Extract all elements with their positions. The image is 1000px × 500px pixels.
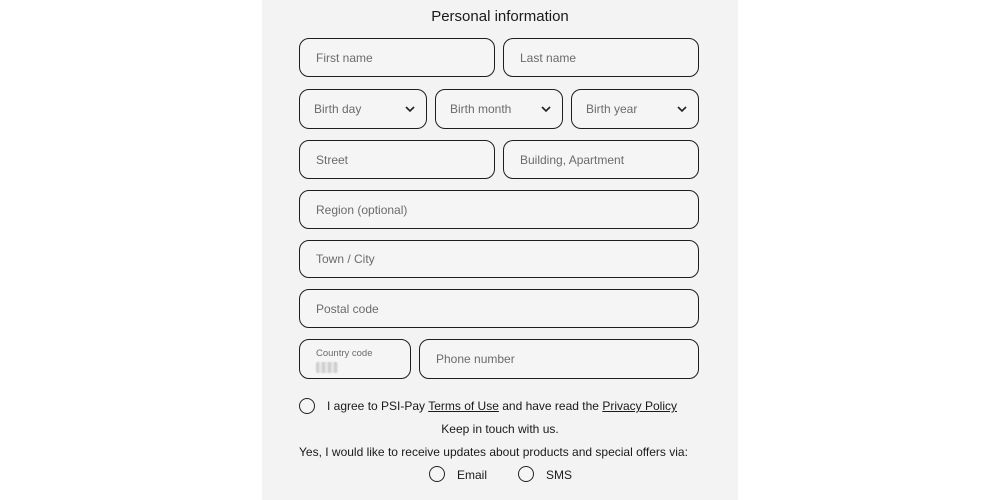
town-city-input[interactable] bbox=[299, 240, 699, 278]
birth-day-select[interactable] bbox=[299, 89, 427, 129]
agree-terms-radio[interactable] bbox=[299, 398, 315, 414]
chevron-down-icon bbox=[676, 103, 688, 115]
birth-month-label: Birth month bbox=[450, 102, 512, 116]
personal-info-panel bbox=[262, 0, 738, 500]
email-option-label: Email bbox=[457, 468, 488, 482]
last-name-input[interactable] bbox=[503, 38, 699, 77]
phone-number-input[interactable] bbox=[419, 339, 699, 379]
privacy-policy-link[interactable]: Privacy Policy bbox=[602, 399, 677, 413]
street-input[interactable] bbox=[299, 140, 495, 179]
first-name-input[interactable] bbox=[299, 38, 495, 77]
email-radio[interactable] bbox=[429, 466, 445, 482]
birth-day-label: Birth day bbox=[314, 102, 362, 116]
agreement-prefix: I agree to PSI-Pay bbox=[327, 399, 426, 413]
last-name-placeholder: Last name bbox=[520, 50, 577, 65]
page-title: Personal information bbox=[431, 8, 569, 25]
country-code-select[interactable] bbox=[299, 339, 411, 379]
keep-in-touch-heading: Keep in touch with us. bbox=[441, 422, 559, 436]
building-placeholder: Building, Apartment bbox=[520, 152, 625, 167]
postal-code-input[interactable] bbox=[299, 289, 699, 328]
agreement-middle: and have read the bbox=[502, 399, 599, 413]
postal-placeholder: Postal code bbox=[316, 301, 379, 316]
phone-placeholder: Phone number bbox=[436, 352, 515, 366]
street-placeholder: Street bbox=[316, 152, 349, 167]
sms-option-label: SMS bbox=[546, 468, 573, 482]
terms-of-use-link[interactable]: Terms of Use bbox=[428, 399, 499, 413]
country-code-label: Country code bbox=[316, 347, 373, 359]
agreement-text bbox=[327, 399, 677, 413]
birth-year-select[interactable] bbox=[571, 89, 699, 129]
birth-year-label: Birth year bbox=[586, 102, 638, 116]
region-placeholder: Region (optional) bbox=[316, 202, 408, 217]
region-input[interactable] bbox=[299, 190, 699, 229]
town-placeholder: Town / City bbox=[316, 252, 375, 266]
chevron-down-icon bbox=[540, 103, 552, 115]
first-name-placeholder: First name bbox=[316, 50, 373, 65]
birth-month-select[interactable] bbox=[435, 89, 563, 129]
updates-question: Yes, I would like to receive updates about products and special offers via: bbox=[299, 445, 688, 459]
building-apartment-input[interactable] bbox=[503, 140, 699, 179]
country-code-value bbox=[316, 362, 338, 373]
sms-radio[interactable] bbox=[518, 466, 534, 482]
chevron-down-icon bbox=[404, 103, 416, 115]
